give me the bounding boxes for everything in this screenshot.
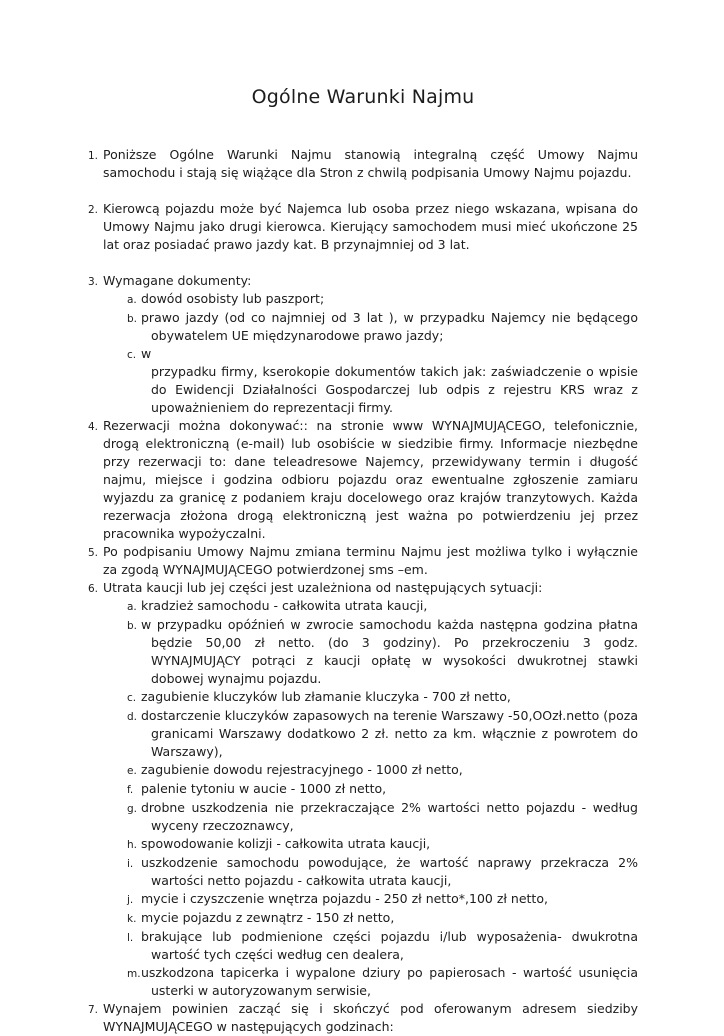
list-item-number: 5. [88,547,99,559]
sub-list-item [127,909,638,928]
sub-item-first-line: w [141,346,152,361]
sub-item-text [141,964,638,1000]
sub-item-first-line: palenie tytoniu w aucie - 1000 zł netto, [141,781,387,796]
sub-list-item [127,780,638,799]
sub-item-first-line: uszkodzona tapicerka i wypalone dziury po papierosach - wartość usunięcia usterki w autoryzowanym serwisie, [141,965,638,998]
sub-item-letter: b. [127,620,138,632]
sub-item-text [141,616,638,688]
sub-list-item [127,688,638,707]
list-item-text: Rezerwacji można dokonywać:: na stronie www WYNAJMUJĄCEGO, telefonicznie, drogą elektroniczną (e-mail) lub osobiście w siedzibie firmy. Informacje niezbędne przy rezerwacji to: dane teleadresowe Najemcy, przewidywany termin i długość najmu, miejsce i godzina odbioru pojazdu oraz ewentualne zgłoszenie zamiaru wyjazdu za granicę z podaniem kraju docelowego oraz krajów tranzytowych. Każda rezerwacja złożona drogą elektroniczną jest ważna po potwierdzeniu jej przez pracownika wypożyczalni. [103,418,638,541]
sub-item-first-line: spowodowanie kolizji - całkowita utrata kaucji, [141,836,431,851]
sub-item-first-line: dowód osobisty lub paszport; [141,291,325,306]
list-item-text: Utrata kaucji lub jej części jest uzależniona od następujących sytuacji: [103,580,543,595]
sub-item-first-line: dostarczenie kluczyków zapasowych na terenie Warszawy -50,OOzł.netto (poza granicami Warszawy dodatkowo 2 zł. netto za km. włącznie z powrotem do Warszawy), [141,708,638,759]
list-item-text: Po podpisaniu Umowy Najmu zmiana terminu Najmu jest możliwa tylko i wyłącznie za zgodą WYNAJMUJĄCEGO potwierdzonej sms –em. [103,544,638,577]
sub-list-item [127,799,638,835]
sub-list-item [127,928,638,964]
list-item-text: Poniższe Ogólne Warunki Najmu stanowią integralną część Umowy Najmu samochodu i stają się wiążące dla Stron z chwilą podpisania Umowy Najmu pojazdu. [103,147,638,180]
sub-list [127,290,638,417]
sub-item-first-line: prawo jazdy (od co najmniej od 3 lat ), w przypadku Najemcy nie będącego obywatelem UE międzynarodowe prawo jazdy; [141,310,638,343]
sub-item-letter: a. [127,294,137,306]
sub-item-text [141,707,638,761]
list-item [88,146,638,182]
sub-list [127,597,638,1000]
sub-item-text [141,890,638,908]
list-item-number: 4. [88,421,99,433]
list-item-body [103,146,638,182]
sub-list-item [127,345,638,417]
sub-item-letter: c. [127,349,137,361]
list-item-body [103,1000,638,1036]
list-item [88,272,638,417]
sub-list-item [127,309,638,345]
sub-item-letter: d. [127,711,138,723]
sub-list-item [127,290,638,309]
sub-item-text [141,345,638,417]
sub-item-first-line: w przypadku opóźnień w zwrocie samochodu każda następna godzina płatna będzie 50,00 zł netto. (do 3 godziny). Po przekroczeniu 3 godz. WYNAJMUJĄCY potrąci z kaucji opłatę w wysokości dwukrotnej stawki dobowej wynajmu pojazdu. [141,617,638,686]
list-item [88,200,638,254]
sub-item-letter: h. [127,839,137,851]
sub-item-first-line: zagubienie dowodu rejestracyjnego - 1000 zł netto, [141,762,463,777]
list-item-body [103,272,638,417]
sub-item-text [141,799,638,835]
sub-list-item [127,854,638,890]
list-item [88,579,638,1000]
list-item [88,1000,638,1036]
list-item-number: 3. [88,276,99,288]
list-item-text: Kierowcą pojazdu może być Najemca lub osoba przez niego wskazana, wpisana do Umowy Najmu jako drugi kierowca. Kierujący samochodem musi mieć ukończone 25 lat oraz posiadać prawo jazdy kat. B przynajmniej od 3 lat. [103,201,638,252]
sub-item-first-line: zagubienie kluczyków lub złamanie kluczyka - 700 zł netto, [141,689,511,704]
sub-item-text [141,780,638,798]
sub-item-first-line: kradzież samochodu - całkowita utrata kaucji, [141,598,428,613]
sub-item-letter: g. [127,803,138,815]
sub-list-item [127,761,638,780]
sub-item-first-line: mycie pojazdu z zewnątrz - 150 zł netto, [141,910,395,925]
list-item-text: Wynajem powinien zacząć się i skończyć pod oferowanym adresem siedziby WYNAJMUJĄCEGO w następujących godzinach: [103,1001,638,1034]
sub-item-text [141,854,638,890]
sub-list-item [127,707,638,761]
list-item-body [103,200,638,254]
list-item-text: Wymagane dokumenty: [103,273,252,288]
sub-item-text [141,928,638,964]
sub-item-first-line: uszkodzenie samochodu powodujące, że wartość naprawy przekracza 2% wartości netto pojazdu - całkowita utrata kaucji, [141,855,638,888]
sub-item-letter: b. [127,313,138,325]
sub-item-letter: e. [127,765,137,777]
sub-item-letter: j. [127,894,134,906]
sub-item-letter: f. [127,784,134,796]
sub-item-text [141,909,638,927]
sub-item-text [141,835,638,853]
sub-list-item [127,835,638,854]
list-item-number: 7. [88,1004,99,1016]
sub-item-letter: l. [127,932,134,944]
sub-item-first-line: mycie i czyszczenie wnętrza pojazdu - 250 zł netto*,100 zł netto, [141,891,548,906]
list-item-body [103,417,638,543]
sub-item-letter: a. [127,601,137,613]
list-item-body [103,579,638,1000]
sub-item-letter: k. [127,913,137,925]
sub-item-text [141,597,638,615]
sub-list-item [127,616,638,688]
list-item-number: 6. [88,583,99,595]
sub-item-letter: i. [127,858,134,870]
list-item-number: 2. [88,204,99,216]
sub-list-item [127,890,638,909]
sub-list-item [127,964,638,1000]
sub-item-text [141,761,638,779]
sub-item-first-line: drobne uszkodzenia nie przekraczające 2% wartości netto pojazdu - według wyceny rzeczoznawcy, [141,800,638,833]
sub-list-item [127,597,638,616]
list-item-body [103,543,638,579]
sub-item-first-line: brakujące lub podmienione części pojazdu i/lub wyposażenia- dwukrotna wartość tych części według cen dealera, [141,929,638,962]
terms-list [88,146,638,1036]
sub-item-letter: m. [127,968,141,980]
list-item [88,543,638,579]
sub-item-wrapped-text: przypadku firmy, kserokopie dokumentów takich jak: zaświadczenie o wpisie do Ewidencji Działalności Gospodarczej lub odpis z rejestru KRS wraz z upoważnieniem do reprezentacji firmy. [151,364,638,415]
list-item-number: 1. [88,150,99,162]
document-title: Ogólne Warunki Najmu [251,86,475,108]
sub-item-text [141,290,638,308]
sub-item-letter: c. [127,692,137,704]
sub-item-text [141,309,638,345]
list-item [88,417,638,543]
sub-item-text [141,688,638,706]
